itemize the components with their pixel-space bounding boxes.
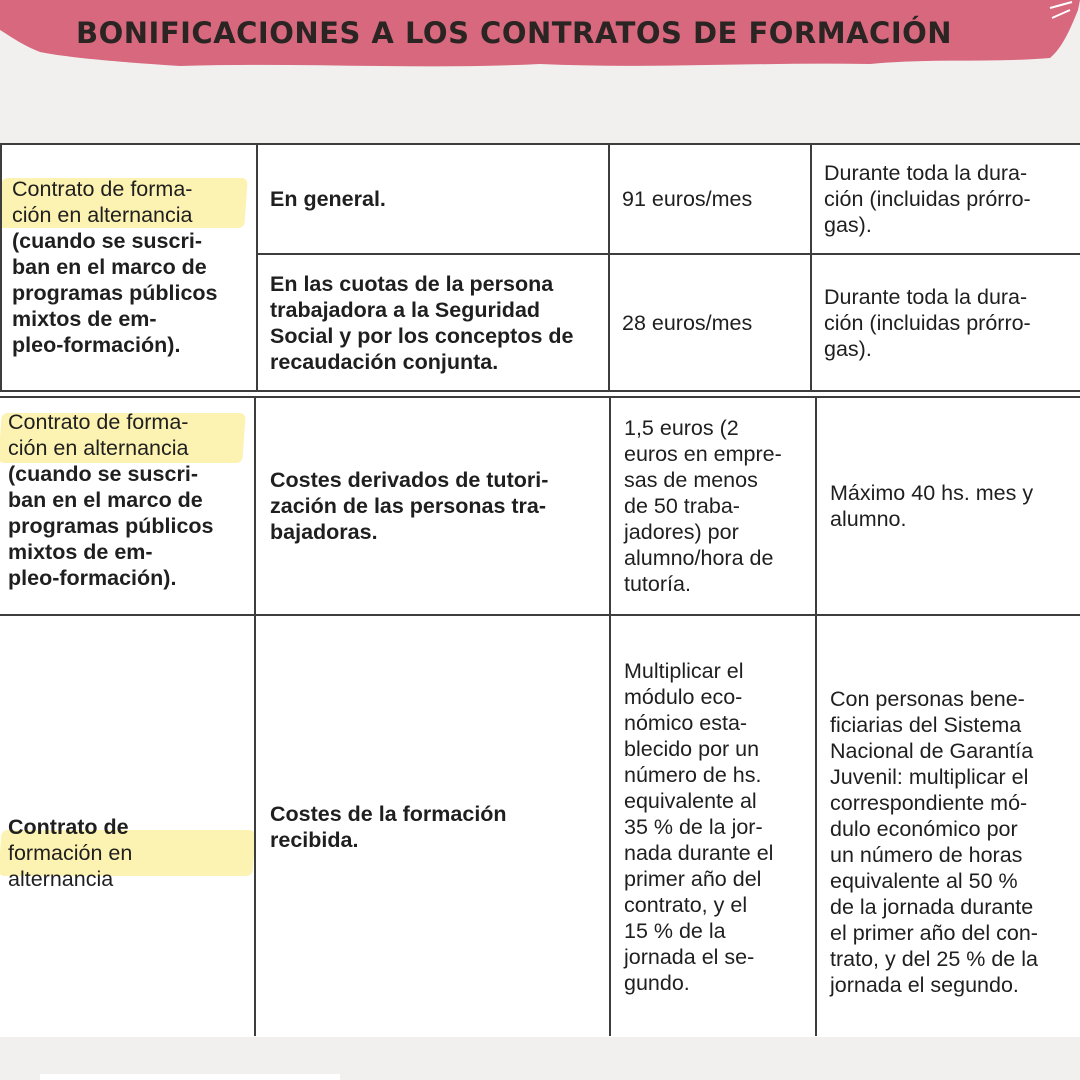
contract-detail-text: (cuando se suscri- ban en el marco de programas públicos mixtos de em- pleo-formación). bbox=[8, 462, 214, 590]
column-divider bbox=[810, 143, 812, 392]
table-cell-duration: Máximo 40 hs. mes y alumno. bbox=[830, 481, 1034, 531]
table-cell-concept: Costes de la formación recibida. bbox=[270, 802, 507, 852]
column-divider bbox=[608, 143, 610, 392]
page-title: BONIFICACIONES A LOS CONTRATOS DE FORMACIÓN bbox=[76, 16, 953, 50]
table-cell-amount: 1,5 euros (2 euros en empre- sas de menos de 50 traba- jadores) por alumno/hora de tutoría. bbox=[624, 416, 782, 596]
column-divider bbox=[815, 396, 817, 1036]
column-divider bbox=[609, 396, 611, 1036]
contract-highlighted-text: Contrato de forma- ción en alternancia bbox=[12, 177, 193, 227]
table-cell-concept: En general. bbox=[270, 187, 386, 211]
bottom-edge bbox=[40, 1074, 340, 1080]
table-cell-contract bbox=[0, 409, 256, 609]
column-divider bbox=[0, 143, 2, 392]
table-cell-duration: Durante toda la dura- ción (incluidas prórro- gas). bbox=[824, 161, 1031, 237]
table-cell-concept: En las cuotas de la persona trabajadora a la Seguridad Social y por los conceptos de recaudación conjunta. bbox=[270, 272, 574, 374]
row-divider bbox=[0, 614, 1080, 616]
table-cell-duration: Durante toda la dura- ción (incluidas prórro- gas). bbox=[824, 285, 1031, 361]
row-divider bbox=[0, 396, 1080, 398]
contract-highlighted-text: formación en alternancia bbox=[8, 841, 133, 891]
row-divider bbox=[0, 390, 1080, 392]
title-banner bbox=[0, 0, 1080, 72]
table-cell-duration: Con personas bene- ficiarias del Sistema Nacional de Garantía Juvenil: multiplicar el correspondiente mó- dulo económico por un número de horas equivalente al 50 % de la jornada durante el primer año del con- trato, y del 25 % de la jornada el segundo. bbox=[830, 687, 1038, 997]
row-divider bbox=[256, 253, 1080, 255]
contract-highlighted-text: Contrato de forma- ción en alternancia bbox=[8, 410, 189, 460]
table-cell-concept: Costes derivados de tutori- zación de las personas tra- bajadoras. bbox=[270, 468, 549, 544]
column-divider bbox=[256, 143, 258, 392]
table-cell-amount: Multiplicar el módulo eco- nómico esta- blecido por un número de hs. equivalente al 35 % de la jor- nada durante el primer año del contrato, y el 15 % de la jornada el se- gundo. bbox=[624, 659, 774, 995]
table-cell-amount: 28 euros/mes bbox=[622, 311, 753, 335]
column-divider bbox=[254, 396, 256, 1036]
table-cell-amount: 91 euros/mes bbox=[622, 187, 753, 211]
table-cell-contract bbox=[0, 176, 256, 376]
contract-detail-text: (cuando se suscri- ban en el marco de programas públicos mixtos de em- pleo-formación). bbox=[12, 229, 218, 357]
contract-plain-text: Contrato de bbox=[8, 815, 129, 839]
table-border-top bbox=[0, 143, 1080, 145]
table-cell-contract bbox=[0, 618, 256, 1036]
